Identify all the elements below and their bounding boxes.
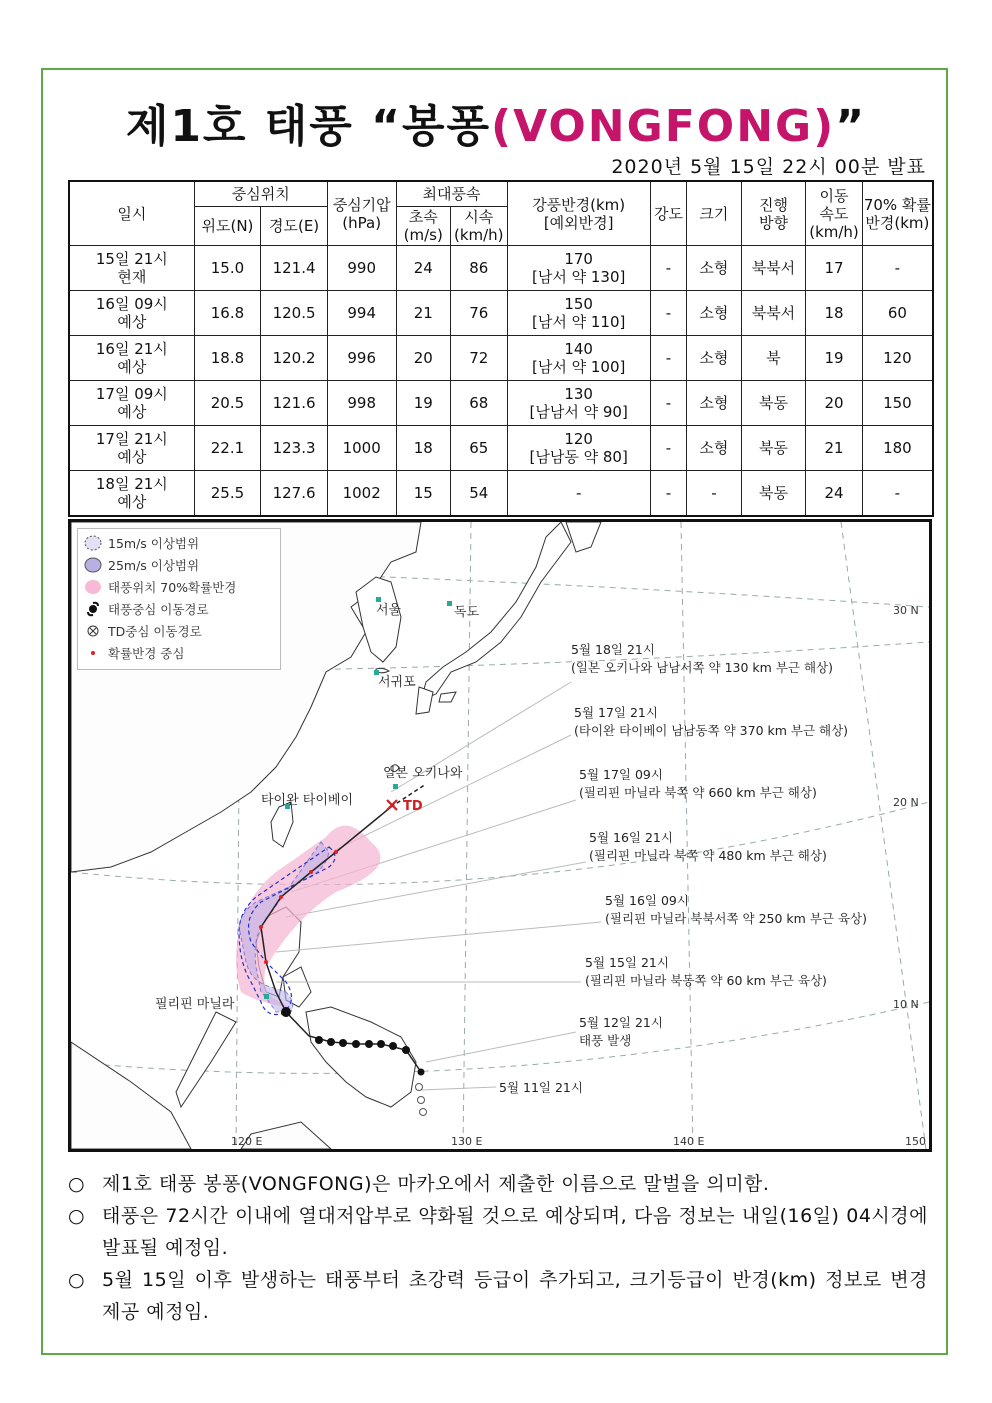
title-suffix: ” xyxy=(835,101,867,152)
legend-label-center: 확률반경 중심 xyxy=(108,646,185,661)
cell-radius: - xyxy=(507,471,650,517)
seoul-label: 서울 xyxy=(376,603,402,618)
note-item xyxy=(68,1168,928,1200)
cell-int: - xyxy=(650,246,686,291)
legend-item-25ms xyxy=(84,555,199,575)
cell-ms: 24 xyxy=(396,246,451,291)
track-point-c xyxy=(377,1040,385,1048)
note-bullet: ○ xyxy=(68,1205,86,1227)
cell-speed: 19 xyxy=(806,336,863,381)
okinawa-marker xyxy=(393,784,398,789)
legend-item-center xyxy=(84,643,184,663)
note-item xyxy=(68,1200,928,1264)
cell-ms: 20 xyxy=(396,336,451,381)
cell-kmh: 54 xyxy=(451,471,508,517)
cell-dir: 북동 xyxy=(741,381,806,426)
cell-ms: 21 xyxy=(396,291,451,336)
cell-lon: 123.3 xyxy=(261,426,328,471)
lon-label-120: 120 E xyxy=(231,1135,263,1148)
anno-desc-16-09: (필리핀 마닐라 북북서쪽 약 250 km 부근 육상) xyxy=(605,911,867,926)
typhoon-symbol-icon xyxy=(84,601,102,617)
anno-date-12-21: 5월 12일 21시 xyxy=(579,1015,663,1030)
track-point-h xyxy=(315,1036,323,1044)
cell-time: 17일 21시 예상 xyxy=(69,426,194,471)
header-speed: 이동 속도 (km/h) xyxy=(806,181,863,246)
cell-radius: 170 [남서 약 130] xyxy=(507,246,650,291)
cell-radius: 130 [남남서 약 90] xyxy=(507,381,650,426)
cell-kmh: 76 xyxy=(451,291,508,336)
note-text: 태풍은 72시간 이내에 열대저압부로 약화될 것으로 예상되며, 다음 정보는 내일(16일) 04시경에 발표될 예정임. xyxy=(102,1205,928,1259)
legend-label-track: 태풍중심 이동경로 xyxy=(108,602,209,617)
header-lon: 경도(E) xyxy=(261,207,328,246)
cell-pres: 990 xyxy=(327,246,396,291)
td-symbol-icon xyxy=(84,623,102,639)
anno-desc-17-09: (필리핀 마닐라 북쪽 약 660 km 부근 해상) xyxy=(579,785,817,800)
title-prefix: 제1호 태풍 “봉퐁 xyxy=(125,101,492,152)
prob-center-3 xyxy=(279,895,283,899)
lon-label-140: 140 E xyxy=(673,1135,705,1148)
note-bullet: ○ xyxy=(68,1173,86,1195)
legend-label-td: TD중심 이동경로 xyxy=(108,624,202,639)
cell-lon: 121.6 xyxy=(261,381,328,426)
cell-prob: - xyxy=(862,246,933,291)
typhoon-track-map xyxy=(68,519,932,1152)
legend-item-td xyxy=(84,621,202,641)
manila-marker xyxy=(264,994,269,999)
note-item xyxy=(68,1264,928,1328)
header-lat: 위도(N) xyxy=(194,207,261,246)
cell-pres: 1002 xyxy=(327,471,396,517)
dokdo-label: 독도 xyxy=(454,605,480,620)
cell-dir: 북북서 xyxy=(741,291,806,336)
cell-time: 15일 21시 현재 xyxy=(69,246,194,291)
table-row xyxy=(69,246,933,291)
track-point-current xyxy=(281,1007,291,1017)
lon-label-130: 130 E xyxy=(451,1135,483,1148)
header-gale-radius: 강풍반경(km) [예외반경] xyxy=(507,181,650,246)
cell-kmh: 68 xyxy=(451,381,508,426)
cell-int: - xyxy=(650,426,686,471)
anno-date-17-21: 5월 17일 21시 xyxy=(574,705,658,720)
cell-lat: 22.1 xyxy=(194,426,261,471)
anno-desc-18-21: (일본 오키나와 남남서쪽 약 130 km 부근 해상) xyxy=(571,660,833,675)
td-label: TD xyxy=(403,799,423,814)
cell-prob: 150 xyxy=(862,381,933,426)
cell-ms: 18 xyxy=(396,426,451,471)
cell-size: 소형 xyxy=(687,291,742,336)
track-point-g xyxy=(327,1038,335,1046)
cell-speed: 20 xyxy=(806,381,863,426)
anno-date-18-21: 5월 18일 21시 xyxy=(571,642,655,657)
prob-center-2 xyxy=(259,925,263,929)
lat-label-30: 30 N xyxy=(893,604,919,617)
cell-ms: 19 xyxy=(396,381,451,426)
table-row xyxy=(69,426,933,471)
track-point-b xyxy=(389,1042,397,1050)
cell-radius: 150 [남서 약 110] xyxy=(507,291,650,336)
header-time: 일시 xyxy=(69,181,194,246)
anno-date-16-21: 5월 16일 21시 xyxy=(589,830,673,845)
header-kmh: 시속 (km/h) xyxy=(451,207,508,246)
typhoon-info-table xyxy=(68,180,934,517)
circle-pink-icon xyxy=(84,579,102,595)
seoul-marker xyxy=(376,597,381,602)
title-english-name: (VONGFONG) xyxy=(491,101,836,152)
legend-label-25ms: 25m/s 이상범위 xyxy=(108,558,200,573)
lat-label-10: 10 N xyxy=(893,998,919,1011)
legend-item-15ms xyxy=(84,533,199,553)
prob-center-1 xyxy=(264,960,268,964)
okinawa-label: 일본 오키나와 xyxy=(383,766,463,781)
header-pressure: 중심기압 (hPa) xyxy=(327,181,396,246)
header-center-position: 중심위치 xyxy=(194,181,327,207)
cell-int: - xyxy=(650,336,686,381)
legend-item-prob xyxy=(84,577,236,597)
cell-lon: 121.4 xyxy=(261,246,328,291)
cell-time: 17일 09시 예상 xyxy=(69,381,194,426)
track-point-e xyxy=(352,1040,360,1048)
lon-label-150: 150 xyxy=(905,1135,926,1148)
anno-date-16-09: 5월 16일 09시 xyxy=(605,893,689,908)
cell-time: 16일 09시 예상 xyxy=(69,291,194,336)
header-direction: 진행 방향 xyxy=(741,181,806,246)
cell-lon: 120.5 xyxy=(261,291,328,336)
cell-dir: 북북서 xyxy=(741,246,806,291)
cell-dir: 북 xyxy=(741,336,806,381)
cell-int: - xyxy=(650,381,686,426)
manila-label: 필리핀 마닐라 xyxy=(155,997,235,1012)
anno-date-15-21: 5월 15일 21시 xyxy=(585,955,669,970)
cell-dir: 북동 xyxy=(741,471,806,517)
anno-desc-17-21: (타이완 타이베이 남남동쪽 약 370 km 부근 해상) xyxy=(574,723,849,738)
table-row xyxy=(69,471,933,517)
note-bullet: ○ xyxy=(68,1269,86,1291)
note-text: 제1호 태풍 봉퐁(VONGFONG)은 마카오에서 제출한 이름으로 말벌을 의미함. xyxy=(102,1173,770,1195)
circle-dark-icon xyxy=(84,557,102,573)
cell-pres: 1000 xyxy=(327,426,396,471)
cell-prob: 60 xyxy=(862,291,933,336)
cell-lon: 120.2 xyxy=(261,336,328,381)
anno-date-11-21: 5월 11일 21시 xyxy=(499,1080,583,1095)
cell-size: - xyxy=(687,471,742,517)
anno-desc-12-21: 태풍 발생 xyxy=(579,1033,632,1048)
cell-kmh: 86 xyxy=(451,246,508,291)
cell-int: - xyxy=(650,471,686,517)
cell-size: 소형 xyxy=(687,381,742,426)
header-prob-radius: 70% 확률 반경(km) xyxy=(862,181,933,246)
table-body xyxy=(69,246,933,517)
cell-size: 소형 xyxy=(687,336,742,381)
cell-speed: 18 xyxy=(806,291,863,336)
track-point-d xyxy=(365,1040,373,1048)
cell-prob: - xyxy=(862,471,933,517)
header-max-wind: 최대풍속 xyxy=(396,181,507,207)
table-row xyxy=(69,291,933,336)
cell-size: 소형 xyxy=(687,246,742,291)
cell-pres: 998 xyxy=(327,381,396,426)
taipei-label: 타이완 타이베이 xyxy=(261,793,354,808)
legend-label-prob: 태풍위치 70%확률반경 xyxy=(108,580,237,595)
seogwipo-label: 서귀포 xyxy=(378,675,416,690)
issue-time: 2020년 5월 15일 22시 00분 발표 xyxy=(611,156,926,178)
dokdo-marker xyxy=(447,601,452,606)
cell-lat: 15.0 xyxy=(194,246,261,291)
cell-lat: 18.8 xyxy=(194,336,261,381)
cell-dir: 북동 xyxy=(741,426,806,471)
table-row xyxy=(69,381,933,426)
cell-time: 16일 21시 예상 xyxy=(69,336,194,381)
cell-speed: 17 xyxy=(806,246,863,291)
track-point-a xyxy=(402,1046,410,1054)
cell-lat: 25.5 xyxy=(194,471,261,517)
cell-speed: 24 xyxy=(806,471,863,517)
note-text: 5월 15일 이후 발생하는 태풍부터 초강력 등급이 추가되고, 크기등급이 반경(km) 정보로 변경 제공 예정임. xyxy=(102,1269,928,1323)
cell-prob: 180 xyxy=(862,426,933,471)
cell-pres: 994 xyxy=(327,291,396,336)
page-title xyxy=(0,90,992,154)
header-ms: 초속 (m/s) xyxy=(396,207,451,246)
prob-center-4 xyxy=(309,870,313,874)
legend-label-15ms: 15m/s 이상범위 xyxy=(108,536,200,551)
cell-lon: 127.6 xyxy=(261,471,328,517)
cell-speed: 21 xyxy=(806,426,863,471)
anno-date-17-09: 5월 17일 09시 xyxy=(579,767,663,782)
header-size: 크기 xyxy=(687,181,742,246)
cell-lat: 20.5 xyxy=(194,381,261,426)
header-intensity: 강도 xyxy=(650,181,686,246)
circle-light-icon xyxy=(84,535,102,551)
lat-label-20: 20 N xyxy=(893,796,919,809)
cell-kmh: 65 xyxy=(451,426,508,471)
cell-lat: 16.8 xyxy=(194,291,261,336)
cell-time: 18일 21시 예상 xyxy=(69,471,194,517)
prob-center-5 xyxy=(334,850,338,854)
table-row xyxy=(69,336,933,381)
cell-prob: 120 xyxy=(862,336,933,381)
red-dot-icon xyxy=(84,645,102,661)
legend-item-track xyxy=(84,599,209,619)
cell-radius: 120 [남남동 약 80] xyxy=(507,426,650,471)
notes-section xyxy=(68,1168,928,1328)
cell-ms: 15 xyxy=(396,471,451,517)
map-legend xyxy=(77,528,281,670)
anno-desc-16-21: (필리핀 마닐라 북쪽 약 480 km 부근 해상) xyxy=(589,848,827,863)
cell-pres: 996 xyxy=(327,336,396,381)
track-point-0511 xyxy=(418,1069,425,1076)
cell-radius: 140 [남서 약 100] xyxy=(507,336,650,381)
cell-size: 소형 xyxy=(687,426,742,471)
cell-kmh: 72 xyxy=(451,336,508,381)
cell-int: - xyxy=(650,291,686,336)
track-point-f xyxy=(339,1039,347,1047)
anno-desc-15-21: (필리핀 마닐라 북동쪽 약 60 km 부근 육상) xyxy=(585,973,827,988)
